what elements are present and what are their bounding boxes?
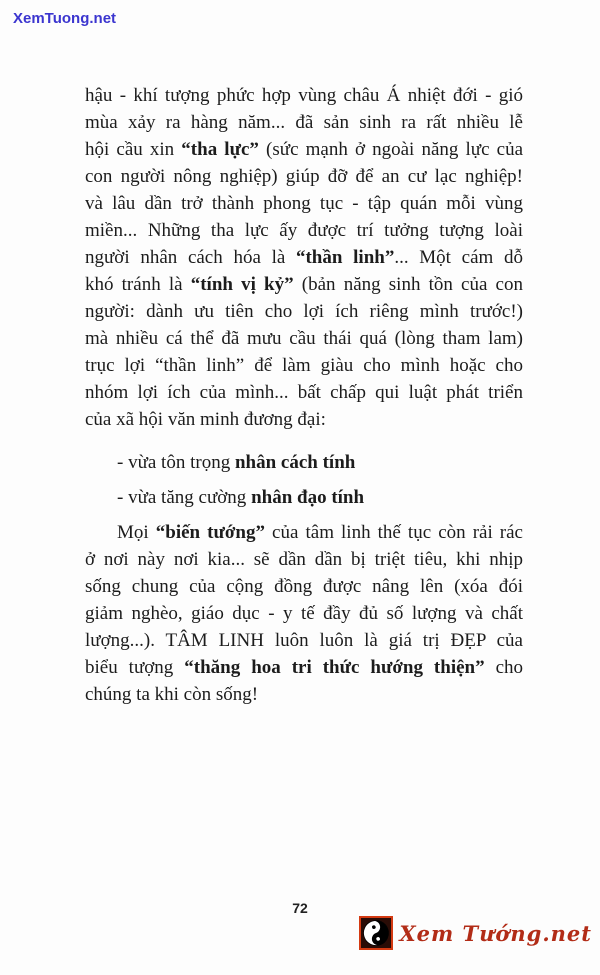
text-segment: và lâu dần trở thành phong tục - tập quán mỗi vùng	[85, 193, 523, 214]
text-segment: người nhân cách hóa là	[85, 247, 296, 268]
page-number: 72	[292, 900, 308, 916]
text-segment: của tâm linh thế tục còn rải rác	[264, 522, 523, 543]
text-segment: biểu tượng	[85, 657, 185, 678]
text-line	[85, 244, 523, 271]
text-line	[85, 271, 523, 298]
text-line	[85, 654, 523, 681]
text-line	[85, 379, 523, 406]
text-segment: hậu - khí tượng phức hợp vùng châu Á nhiệt đới - gió	[85, 85, 523, 106]
text-segment: trục lợi “thần linh” để làm giàu cho mình hoặc cho	[85, 355, 523, 376]
text-segment: hội cầu xin	[85, 139, 182, 160]
text-line	[85, 352, 523, 379]
text-segment: sống chung của cộng đồng được nâng lên (xóa đói	[85, 576, 523, 597]
text-line	[85, 519, 523, 546]
header-site-link[interactable]: XemTuong.net	[13, 10, 117, 27]
text-line	[85, 136, 523, 163]
text-segment: (bản năng sinh tồn của con	[293, 274, 523, 295]
page-text	[85, 82, 523, 708]
text-segment: - vừa tôn trọng	[117, 452, 235, 473]
text-segment: “biến tướng”	[155, 522, 265, 543]
text-line	[85, 627, 523, 654]
text-segment: của xã hội văn minh đương đại:	[85, 409, 326, 430]
footer-logo[interactable]	[359, 916, 592, 950]
text-segment: mà nhiều cá thể đã mưu cầu thái quá (lòng tham lam)	[85, 328, 523, 349]
text-line	[85, 406, 523, 433]
text-segment: - vừa tăng cường	[117, 487, 252, 508]
text-segment: “thăng hoa tri thức hướng thiện”	[184, 657, 485, 678]
text-segment: “tính vị kỷ”	[190, 274, 294, 295]
text-segment: nhân cách tính	[234, 452, 356, 473]
text-line	[85, 298, 523, 325]
text-line	[85, 217, 523, 244]
text-line	[85, 163, 523, 190]
text-segment: khó tránh là	[85, 274, 191, 295]
text-segment: “thần linh”	[295, 247, 395, 268]
text-line	[85, 600, 523, 627]
text-line	[85, 190, 523, 217]
text-line	[85, 573, 523, 600]
text-line	[85, 325, 523, 352]
yin-yang-icon	[359, 916, 393, 950]
text-line	[85, 109, 523, 136]
text-segment: ... Một cám dỗ	[394, 247, 523, 268]
text-line	[85, 546, 523, 573]
text-line	[85, 484, 523, 511]
text-segment: nhóm lợi ích của mình... bất chấp qui luật phát triển	[85, 382, 523, 403]
text-segment: người: dành ưu tiên cho lợi ích riêng mình trước!)	[85, 301, 523, 322]
text-segment: con người nông nghiệp) giúp đỡ để an cư lạc nghiệp!	[85, 166, 523, 187]
text-segment: nhân đạo tính	[251, 487, 365, 508]
text-line	[85, 82, 523, 109]
text-line	[85, 681, 523, 708]
text-segment: (sức mạnh ở ngoài năng lực của	[258, 139, 524, 160]
text-line	[85, 449, 523, 476]
text-segment: miền... Những tha lực ấy được trí tưởng tượng loài	[85, 220, 523, 241]
text-segment: ở nơi này nơi kia... sẽ dần dần bị triệt tiêu, khi nhịp	[85, 549, 523, 570]
text-segment: giảm nghèo, giáo dục - y tế đầy đủ số lượng và chất	[85, 603, 523, 624]
text-segment: chúng ta khi còn sống!	[85, 684, 259, 705]
text-segment: mùa xảy ra hàng năm... đã sản sinh ra rất nhiều lễ	[85, 112, 523, 133]
text-segment: cho	[484, 657, 524, 678]
text-segment: “tha lực”	[181, 139, 259, 160]
footer-logo-text: Xem Tướng.net	[399, 920, 592, 946]
text-segment: Mọi	[117, 522, 156, 543]
text-segment: lượng...). TÂM LINH luôn luôn là giá trị ĐẸP của	[85, 630, 523, 651]
